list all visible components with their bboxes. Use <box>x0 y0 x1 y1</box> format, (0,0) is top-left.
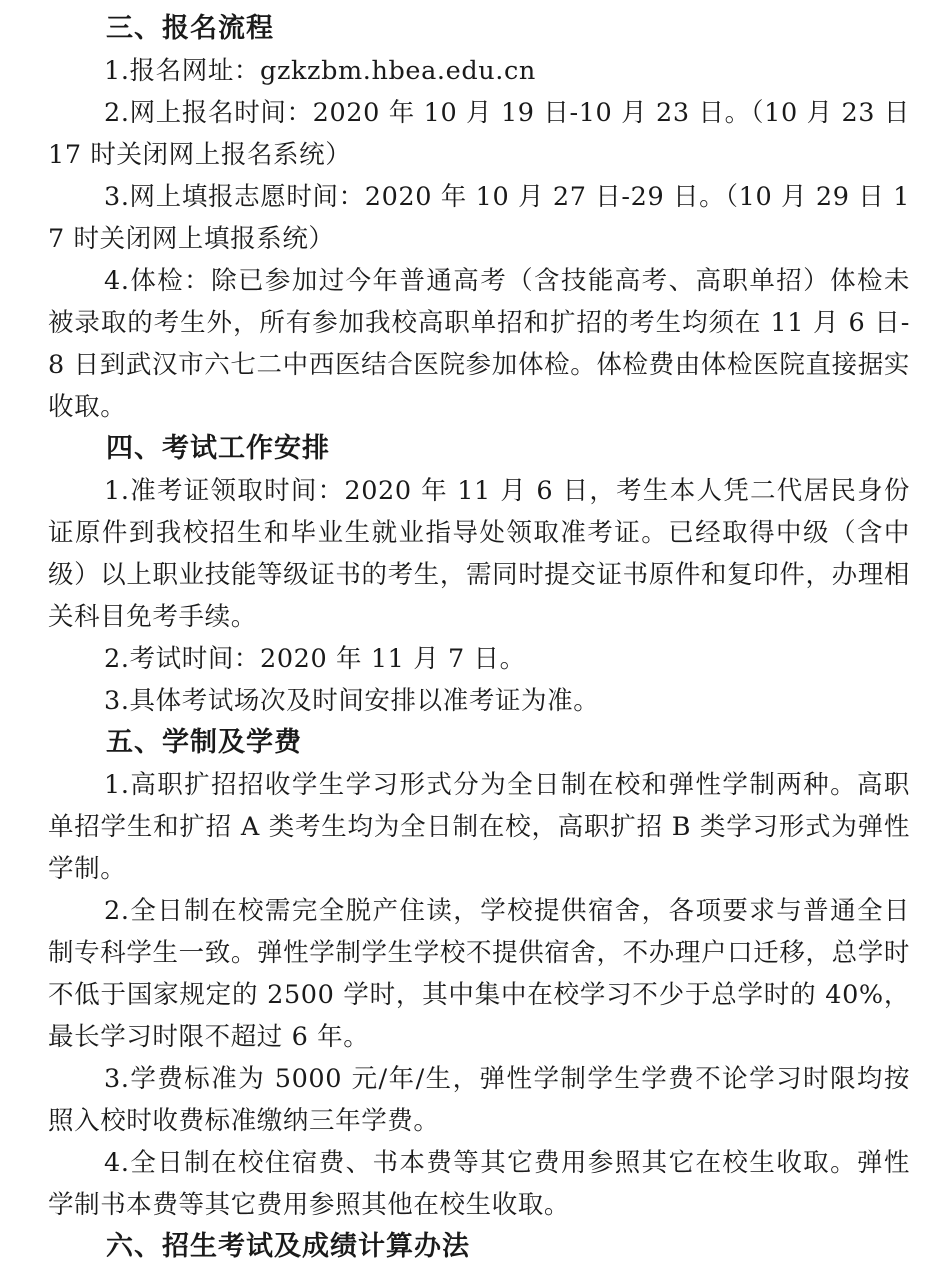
section-schooling-and-fees <box>48 722 910 1226</box>
paragraph: 3.具体考试场次及时间安排以准考证为准。 <box>104 686 600 716</box>
section-heading: 三、报名流程 <box>106 13 274 44</box>
section-exam-and-scoring <box>48 1226 910 1268</box>
paragraph: 1.报名网址：gzkzbm.hbea.edu.cn <box>104 56 536 86</box>
paragraph: 2.考试时间：2020 年 11 月 7 日。 <box>104 644 526 674</box>
paragraph: 2.网上报名时间：2020 年 10 月 19 日-10 月 23 日。（10 月 23 日 17 时关闭网上报名系统） <box>48 98 910 170</box>
section-heading: 四、考试工作安排 <box>106 433 330 464</box>
section-exam-arrangement <box>48 428 910 722</box>
paragraph: 3.学费标准为 5000 元/年/生，弹性学制学生学费不论学习时限均按照入校时收费标准缴纳三年学费。 <box>48 1064 910 1136</box>
paragraph: 1.高职扩招招收学生学习形式分为全日制在校和弹性学制两种。高职单招学生和扩招 A 类考生均为全日制在校，高职扩招 B 类学习形式为弹性学制。 <box>48 770 910 884</box>
paragraph: 2.全日制在校需完全脱产住读，学校提供宿舍，各项要求与普通全日制专科学生一致。弹性学制学生学校不提供宿舍，不办理户口迁移，总学时不低于国家规定的 2500 学时，其中集中在校学习不少于总学时的 40%，最长学习时限不超过 6 年。 <box>48 896 910 1052</box>
section-heading: 五、学制及学费 <box>106 727 302 758</box>
paragraph: 3.网上填报志愿时间：2020 年 10 月 27 日-29 日。（10 月 29 日 17 时关闭网上填报系统） <box>48 182 910 254</box>
section-heading: 六、招生考试及成绩计算办法 <box>106 1231 470 1262</box>
paragraph: 4.全日制在校住宿费、书本费等其它费用参照其它在校生收取。弹性学制书本费等其它费用参照其他在校生收取。 <box>48 1148 910 1220</box>
paragraph: 1.准考证领取时间：2020 年 11 月 6 日，考生本人凭二代居民身份证原件到我校招生和毕业生就业指导处领取准考证。已经取得中级（含中级）以上职业技能等级证书的考生，需同时提交证书原件和复印件，办理相关科目免考手续。 <box>48 476 910 632</box>
paragraph: 4.体检：除已参加过今年普通高考（含技能高考、高职单招）体检未被录取的考生外，所有参加我校高职单招和扩招的考生均须在 11 月 6 日-8 日到武汉市六七二中西医结合医院参加体检。体检费由体检医院直接据实收取。 <box>48 266 910 422</box>
section-registration-process <box>48 8 910 428</box>
